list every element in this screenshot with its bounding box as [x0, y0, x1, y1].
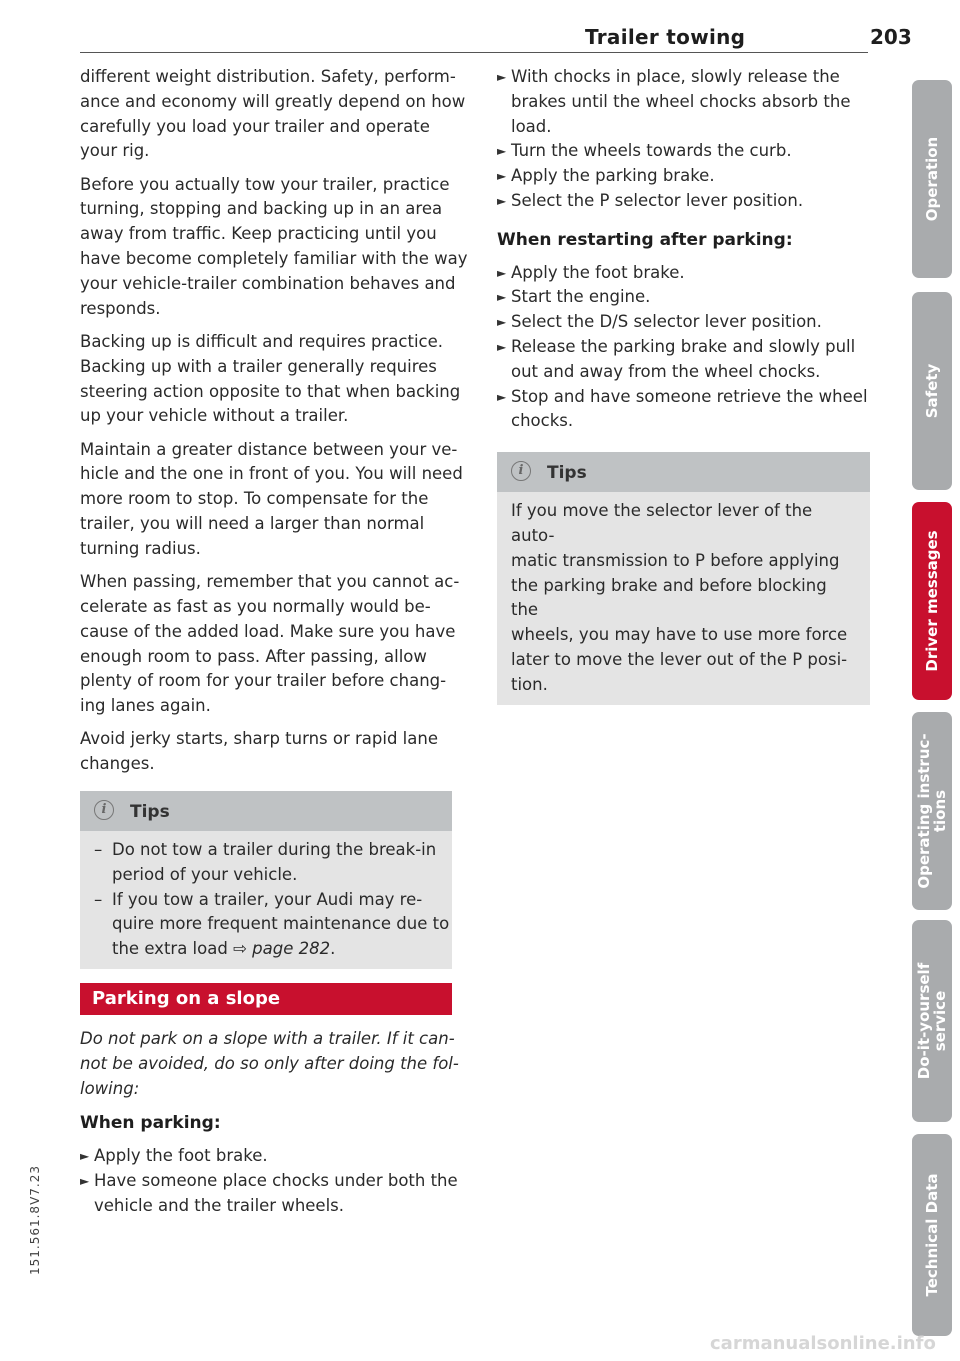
step-item: [497, 261, 870, 286]
text-line: Apply the foot brake.: [511, 262, 685, 282]
step-item: [80, 1144, 452, 1169]
text-line: Select the P selector lever position.: [511, 190, 804, 210]
text-line: responds.: [80, 298, 161, 318]
body-paragraph: [80, 727, 452, 777]
text-line: plenty of room for your trailer before chang-: [80, 671, 447, 691]
text-line: Apply the parking brake.: [511, 166, 715, 186]
text-line: Stop and have someone retrieve the wheel: [511, 386, 868, 406]
step-item: [497, 285, 870, 310]
body-paragraph: [80, 173, 468, 322]
arrow-bullet-icon: ►: [497, 290, 507, 305]
right-column: [497, 65, 870, 719]
side-tab-label-line: Technical Data: [923, 1173, 941, 1297]
side-tab-label-line: Safety: [923, 363, 941, 419]
text-line: away from traffic. Keep practicing until you: [80, 224, 437, 244]
text-line: ance and economy will greatly depend on how: [80, 91, 466, 111]
side-tab-label: [924, 530, 940, 671]
text-line: Select the D/S selector lever position.: [511, 312, 822, 332]
text-line: not be avoided, do so only after doing the fol-: [80, 1053, 459, 1073]
text-line: Do not tow a trailer during the break-in: [112, 840, 437, 860]
side-tab-5[interactable]: [912, 920, 952, 1122]
arrow-bullet-icon: ►: [497, 193, 507, 208]
body-paragraph: [80, 438, 463, 562]
restart-heading: When restarting after parking:: [497, 229, 793, 250]
parking-steps-continued: [497, 65, 870, 214]
text-line: changes.: [80, 754, 155, 774]
text-line: Maintain a greater distance between your ve-: [80, 439, 458, 459]
step-item: [497, 335, 870, 385]
restart-steps: [497, 261, 870, 435]
page-number: 203: [870, 25, 912, 49]
arrow-bullet-icon: ►: [497, 389, 507, 404]
text-line: Avoid jerky starts, sharp turns or rapid lane: [80, 729, 438, 749]
tips-title: Tips: [130, 802, 170, 823]
side-tab-label-line: tions: [931, 789, 949, 833]
text-line: carefully you load your trailer and operate: [80, 116, 430, 136]
arrow-bullet-icon: ►: [80, 1149, 90, 1164]
arrow-bullet-icon: ►: [497, 169, 507, 184]
arrow-bullet-icon: ►: [497, 144, 507, 159]
side-tab-3[interactable]: [912, 502, 952, 700]
document-code: 151.561.8V7.23: [28, 1165, 42, 1275]
tips-header: [497, 452, 870, 492]
arrow-bullet-icon: ►: [497, 339, 507, 354]
section-intro: [80, 1027, 459, 1101]
step-item: [80, 1169, 458, 1219]
body-paragraph: [80, 570, 460, 719]
text-line: more room to stop. To compensate for the: [80, 489, 429, 509]
text-line: [112, 937, 438, 962]
text-line: ing lanes again.: [80, 696, 211, 716]
text-line: brakes until the wheel chocks absorb the: [511, 91, 851, 111]
step-item: [497, 139, 870, 164]
text-line: your rig.: [80, 141, 150, 161]
text-line: quire more frequent maintenance due to: [112, 914, 450, 934]
text-line: chocks.: [511, 411, 574, 431]
step-item: [497, 310, 870, 335]
text-line: With chocks in place, slowly release the: [511, 67, 840, 86]
tips-title: Tips: [547, 463, 587, 484]
text-line: If you move the selector lever of the auto-: [511, 501, 813, 545]
text-line: vehicle and the trailer wheels.: [94, 1195, 345, 1215]
tips-header: [80, 791, 452, 831]
text-fragment: the extra load: [112, 939, 234, 959]
tips-box: [80, 791, 452, 969]
text-line: If you tow a trailer, your Audi may re-: [112, 889, 423, 909]
side-tab-label-line: Do-it-yourself: [915, 962, 933, 1080]
body-paragraph: [80, 65, 466, 164]
side-tab-label: [924, 1173, 940, 1296]
arrow-bullet-icon: ►: [497, 265, 507, 280]
side-tab-label-line: Driver messages: [923, 530, 941, 672]
side-tab-2[interactable]: [912, 292, 952, 490]
side-tab-label: [924, 364, 940, 419]
page-header: [80, 22, 940, 52]
tips-list-item: [94, 838, 438, 888]
info-icon: i: [511, 461, 531, 481]
text-line: matic transmission to P before applying: [511, 550, 840, 570]
step-item: [497, 65, 870, 139]
text-line: celerate as fast as you normally would be-: [80, 596, 431, 616]
text-line: load.: [511, 116, 552, 136]
side-tab-label: [924, 137, 940, 221]
text-line: different weight distribution. Safety, perform-: [80, 67, 456, 86]
text-line: Release the parking brake and slowly pull: [511, 336, 856, 356]
side-tab-label-line: service: [931, 990, 949, 1052]
side-tab-6[interactable]: [912, 1134, 952, 1336]
step-item: [497, 189, 870, 214]
side-tab-label-line: Operation: [923, 136, 941, 222]
side-tab-4[interactable]: [912, 712, 952, 910]
step-item: [497, 385, 870, 435]
text-line: later to move the lever out of the P posi-: [511, 649, 848, 669]
text-line: When passing, remember that you cannot ac-: [80, 572, 460, 592]
section-heading: Parking on a slope: [80, 983, 452, 1015]
text-line: have become completely familiar with the way: [80, 249, 468, 269]
dash-bullet: –: [94, 889, 103, 909]
text-line: tion.: [511, 674, 548, 694]
tips-body: [497, 492, 870, 704]
when-parking-steps: [80, 1144, 458, 1218]
side-tab-1[interactable]: [912, 80, 952, 278]
body-paragraph: [80, 330, 461, 429]
arrow-bullet-icon: ►: [80, 1173, 90, 1188]
text-line: cause of the added load. Make sure you have: [80, 621, 456, 641]
chapter-title: Trailer towing: [585, 25, 746, 49]
body-paragraphs: [80, 65, 468, 777]
text-line: steering action opposite to that when backing: [80, 381, 461, 401]
text-fragment: .: [330, 939, 336, 959]
arrow-bullet-icon: ►: [497, 70, 507, 84]
when-parking-heading: When parking:: [80, 1113, 221, 1134]
arrow-bullet-icon: ►: [497, 315, 507, 330]
text-line: Before you actually tow your trailer, practice: [80, 174, 450, 194]
dash-bullet: –: [94, 840, 103, 860]
text-line: up your vehicle without a trailer.: [80, 406, 349, 426]
watermark: carmanualsonline.info: [710, 1333, 936, 1354]
text-line: enough room to pass. After passing, allow: [80, 646, 427, 666]
side-tab-label: [916, 733, 948, 888]
text-line: trailer, you will need a larger than normal: [80, 514, 425, 534]
text-line: period of your vehicle.: [112, 864, 298, 884]
text-line: Backing up with a trailer generally requires: [80, 356, 437, 376]
text-line: the parking brake and before blocking the: [511, 575, 827, 620]
tips-body: [80, 831, 452, 969]
page-reference: ⇨ page 282: [233, 939, 331, 959]
text-line: Do not park on a slope with a trailer. If it can-: [80, 1029, 455, 1048]
side-tab-label-line: Operating instruc-: [915, 733, 933, 889]
left-column: [80, 65, 468, 1219]
text-line: Apply the foot brake.: [94, 1146, 268, 1166]
text-line: hicle and the one in front of you. You will need: [80, 464, 463, 484]
header-divider: [80, 52, 868, 53]
text-line: Turn the wheels towards the curb.: [511, 141, 792, 161]
text-line: your vehicle-trailer combination behaves and: [80, 273, 456, 293]
tips-box-right: [497, 452, 870, 704]
text-line: out and away from the wheel chocks.: [511, 361, 821, 381]
step-item: [497, 164, 870, 189]
info-icon: i: [94, 800, 114, 820]
text-line: Start the engine.: [511, 287, 651, 307]
tips-list-item: [94, 888, 450, 962]
text-line: lowing:: [80, 1078, 140, 1098]
text-line: turning radius.: [80, 538, 201, 558]
text-line: Have someone place chocks under both the: [94, 1170, 458, 1190]
side-tab-label: [916, 963, 948, 1079]
text-line: Backing up is difficult and requires practice.: [80, 331, 444, 351]
text-line: turning, stopping and backing up in an area: [80, 199, 443, 219]
text-line: wheels, you may have to use more force: [511, 625, 848, 645]
